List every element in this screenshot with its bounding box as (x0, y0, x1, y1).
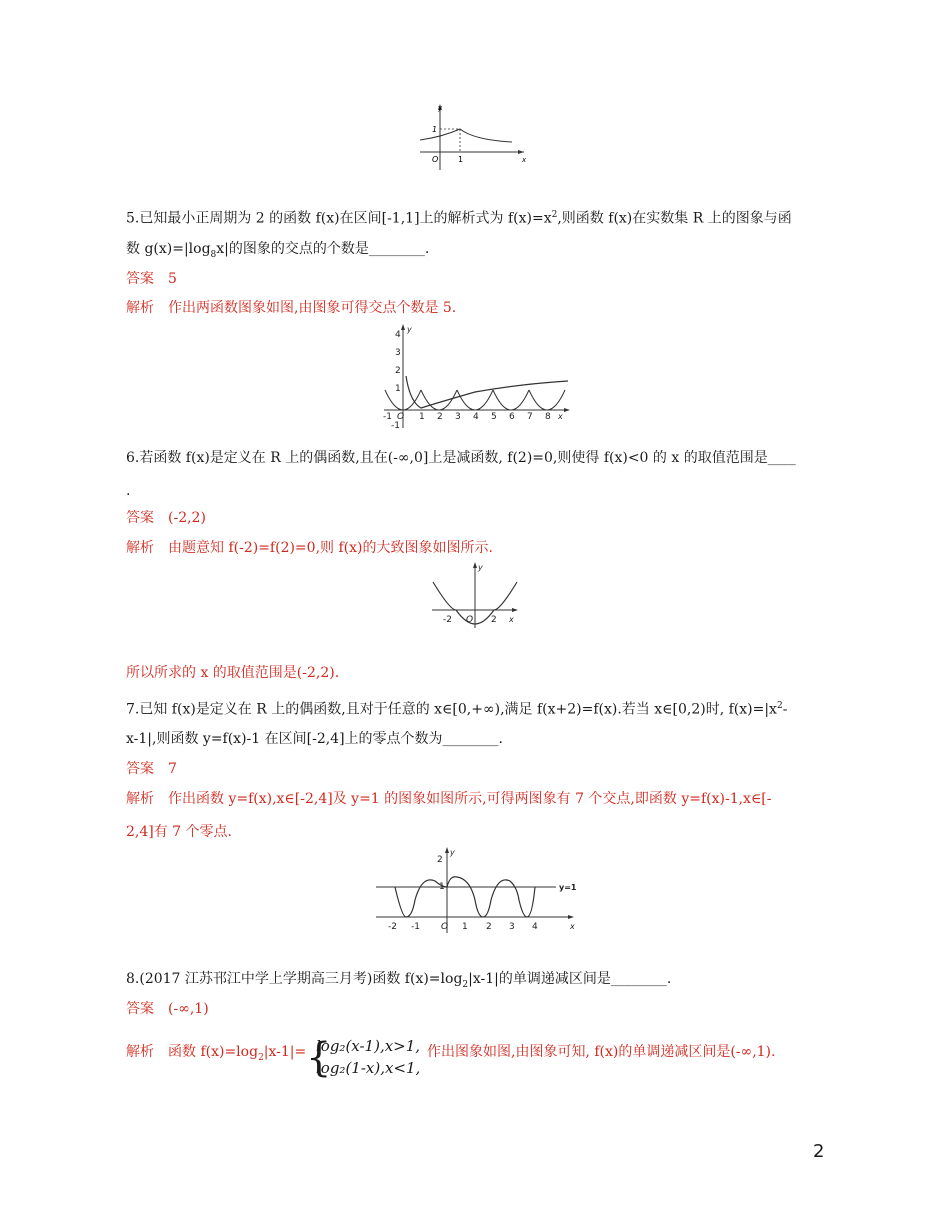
x-tick-3: 3 (455, 412, 461, 422)
x-tick-2: 2 (437, 412, 443, 422)
x-tick-1: 1 (419, 412, 425, 422)
y-axis-label: y (407, 325, 412, 334)
origin-label: O (441, 922, 449, 932)
q5-line1: 5.已知最小正周期为 2 的函数 f(x)在区间[-1,1]上的解析式为 $f(x)=x^2$,则函数 f(x)在实数集 R 上的图象与函 (126, 210, 792, 227)
y-tick-4: 4 (395, 330, 401, 340)
x-axis-label: x (509, 615, 514, 624)
x-tick-4: 4 (473, 412, 479, 422)
q6-answer: 答案 (-2,2) (126, 510, 206, 526)
y-tick-2: 2 (395, 366, 401, 376)
x-tick-2: 2 (491, 615, 497, 625)
q8-answer: 答案 (-∞,1) (126, 1001, 209, 1017)
x-axis-label: x (522, 156, 527, 164)
y-tick-1: 1 (395, 384, 401, 394)
q6-line1: 6.若函数 f(x)是定义在 R 上的偶函数,且在(-∞,0]上是减函数, f(2)=0,则使得 f(x)<0 的 x 的取值范围是____ (126, 450, 796, 466)
case-2: log₂(1-x),x<1, (316, 1059, 421, 1077)
q7-graph-figure (372, 845, 582, 935)
q7-analysis-line2: 2,4]有 7 个零点. (126, 824, 232, 840)
q8-line1: 8.(2017 江苏邗江中学上学期高三月考)函数 $f(x)=\log_2|x-1|$的单调递减区间是________. (126, 971, 672, 990)
x-tick-minus-1: -1 (411, 922, 420, 932)
x-tick-5: 5 (491, 412, 497, 422)
x-tick-1: 1 (458, 155, 464, 164)
q6-conclusion: 所以所求的 x 的取值范围是(-2,2). (126, 665, 340, 681)
x-tick-1: 1 (462, 922, 468, 932)
q5-line2: 数 $g(x)=|\log_8x|$的图象的交点的个数是________. (126, 241, 430, 260)
piecewise-definition (306, 1035, 436, 1081)
y-tick-minus-1: -1 (391, 421, 400, 430)
case-1: log₂(x-1),x>1, (316, 1037, 421, 1055)
q6-analysis: 解析 由题意知 f(-2)=f(2)=0,则 f(x)的大致图象如图所示. (126, 540, 493, 556)
q6-line2: . (126, 483, 131, 499)
q5-graph-figure (380, 322, 575, 430)
line-label-y-equals-1: y=1 (559, 883, 577, 892)
q8-analysis-end: 作出图象如图,由图象可知, f(x)的单调递减区间是(-∞,1). (427, 1044, 776, 1060)
y-axis-label: y (438, 104, 443, 112)
origin-label: O (432, 155, 439, 164)
q7-analysis-line1: 解析 作出函数 y=f(x),x∈[-2,4]及 y=1 的图象如图所示,可得两图象有 7 个交点,即函数 y=f(x)-1,x∈[- (126, 791, 772, 807)
q7-line2: x-1|,则函数 y=f(x)-1 在区间[-2,4]上的零点个数为________. (126, 731, 504, 747)
q7-line1: 7.已知 f(x)是定义在 R 上的偶函数,且对于任意的 x∈[0,+∞),满足 f(x+2)=f(x).若当 x∈[0,2)时, $f(x)=|x^2-$ (126, 701, 788, 718)
y-tick-3: 3 (395, 348, 401, 358)
origin-label: O (397, 412, 405, 422)
q5-analysis: 解析 作出两函数图象如图,由图象可得交点个数是 5. (126, 300, 457, 316)
left-brace: { (306, 1035, 332, 1081)
origin-label: O (466, 615, 474, 625)
x-tick-minus-1: -1 (383, 412, 392, 422)
top-graph-figure (412, 100, 532, 174)
x-tick-7: 7 (527, 412, 533, 422)
y-axis-label: y (450, 848, 455, 857)
x-tick-minus-2: -2 (388, 922, 397, 932)
y-tick-1: 1 (439, 882, 445, 892)
y-axis-label: y (478, 563, 483, 572)
x-tick-minus-2: -2 (443, 615, 452, 625)
q5-answer: 答案 5 (126, 271, 177, 287)
q7-answer: 答案 7 (126, 761, 177, 777)
y-tick-2: 2 (437, 855, 443, 865)
page-number: 2 (813, 1141, 825, 1162)
x-tick-6: 6 (509, 412, 515, 422)
y-tick-1: 1 (432, 125, 438, 134)
q6-graph-figure (428, 560, 523, 630)
x-tick-8: 8 (545, 412, 551, 422)
x-axis-label: x (570, 922, 575, 931)
x-tick-4: 4 (532, 922, 538, 932)
q8-analysis-start: 解析 函数 $f(x)=\log_2|x-1|=$ (126, 1044, 307, 1063)
x-tick-2: 2 (486, 922, 492, 932)
x-axis-label: x (558, 412, 563, 421)
x-tick-3: 3 (509, 922, 515, 932)
